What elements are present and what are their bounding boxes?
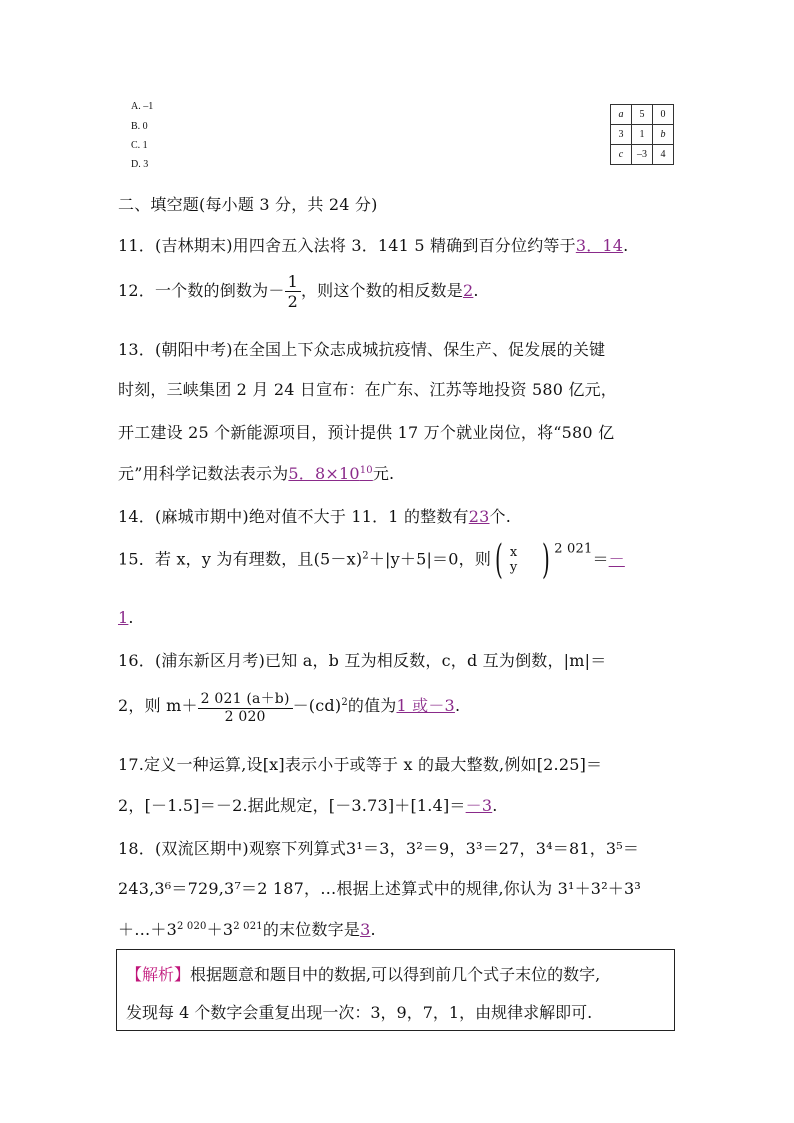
- grid-cell: –3: [632, 145, 653, 165]
- punctuation: .: [623, 236, 629, 255]
- answer: 1 或－3: [396, 696, 455, 715]
- analysis-text: 根据题意和题目中的数据,可以得到前几个式子末位的数字,: [190, 965, 601, 984]
- question-15-cont: [118, 608, 134, 627]
- analysis-tag: 【解析】: [126, 965, 191, 984]
- question-text: 的值为: [347, 696, 397, 715]
- question-text: 14．(麻城市期中)绝对值不大于 11．1 的整数有: [118, 507, 469, 526]
- analysis-line2: 发现每 4 个数字会重复出现一次：3，9，7，1，由规律求解即可.: [126, 1003, 593, 1022]
- grid-cell: 5: [632, 105, 653, 125]
- option-c: C. 1: [131, 140, 148, 151]
- answer: 1: [118, 608, 129, 627]
- punctuation: .: [128, 608, 134, 627]
- option-b: B. 0: [131, 121, 148, 132]
- exponent: 2: [362, 550, 369, 562]
- numerator: x: [509, 545, 518, 560]
- answer: [288, 464, 372, 483]
- grid-cell: 4: [653, 145, 674, 165]
- right-paren: ): [542, 537, 551, 583]
- question-text: －(cd): [292, 696, 342, 715]
- question-text: ＋…＋3: [118, 920, 177, 939]
- question-13-line3: 开工建设 25 个新能源项目，预计提供 17 万个就业岗位，将“580 亿: [118, 423, 615, 442]
- denominator: y: [509, 560, 518, 575]
- question-text: 的末位数字是: [262, 920, 361, 939]
- grid-cell: 3: [611, 125, 632, 145]
- question-text: ＋3: [206, 920, 234, 939]
- analysis-line1: [126, 956, 668, 994]
- punctuation: .: [492, 796, 498, 815]
- question-text: 11．(吉林期末)用四舍五入法将 3．141 5 精确到百分位约等于: [118, 236, 576, 255]
- answer: 23: [468, 507, 490, 526]
- question-13-line2: 时刻，三峡集团 2 月 24 日宣布：在广东、江苏等地投资 580 亿元，: [118, 380, 617, 399]
- question-17-line2: [118, 793, 498, 816]
- question-text: 2，则 m＋: [118, 696, 198, 715]
- grid-cell: 1: [632, 125, 653, 145]
- punctuation: .: [473, 281, 479, 300]
- answer: －3: [465, 796, 493, 815]
- fraction: [507, 545, 521, 575]
- exponent: 2 020: [176, 921, 207, 932]
- answer: 3．14: [575, 236, 624, 255]
- question-text: 个.: [489, 507, 512, 526]
- grid-cell: a: [611, 105, 632, 125]
- answer: 3: [360, 920, 371, 939]
- question-16-line2: [118, 688, 460, 725]
- answer: －: [608, 549, 625, 569]
- grid-cell: c: [611, 145, 632, 165]
- question-16-line1: 16．(浦东新区月考)已知 a，b 互为相反数，c，d 互为倒数，|m|＝: [118, 651, 607, 670]
- question-13-line4: [118, 461, 394, 484]
- question-text: 元”用科学记数法表示为: [118, 464, 289, 483]
- question-13-line1: 13．(朝阳中考)在全国上下众志成城抗疫情、保生产、促发展的关键: [118, 340, 606, 359]
- question-18-line3: [118, 917, 376, 940]
- analysis-box: [116, 949, 675, 1031]
- numerator: 1: [287, 272, 298, 291]
- denominator: 2: [285, 291, 301, 311]
- question-11: [118, 233, 628, 256]
- equals: ＝: [592, 549, 609, 569]
- exponent: 2 021: [554, 541, 593, 557]
- left-paren: (: [495, 537, 503, 583]
- grid-cell: 0: [653, 105, 674, 125]
- question-17-line1: 17.定义一种运算,设[x]表示小于或等于 x 的最大整数,例如[2.25]＝: [118, 755, 603, 774]
- question-text: 2，[－1.5]＝－2.据此规定，[－3.73]＋[1.4]＝: [118, 796, 466, 815]
- question-text: 15．若 x，y 为有理数，且(5－x): [118, 549, 363, 569]
- fraction: [285, 272, 301, 311]
- number-grid: [610, 104, 674, 165]
- option-a: A. –1: [131, 101, 154, 112]
- denominator: 2 020: [198, 708, 293, 725]
- question-text: ＋|y＋5|＝0，则: [368, 549, 492, 569]
- question-text: 12．一个数的倒数为－: [118, 281, 285, 300]
- numerator: 2 021 (a＋b): [200, 691, 290, 707]
- grid-cell: b: [653, 125, 674, 145]
- punctuation: .: [370, 920, 376, 939]
- question-text: ，则这个数的相反数是: [300, 281, 463, 300]
- option-d: D. 3: [131, 159, 149, 170]
- question-18-line1: 18．(双流区期中)观察下列算式3¹＝3，3²＝9，3³＝27，3⁴＝81，3⁵＝: [118, 839, 640, 858]
- question-14: [118, 504, 511, 527]
- question-18-line2: 243,3⁶＝729,3⁷＝2 187，…根据上述算式中的规律,你认为 3¹＋3²＋3³: [118, 879, 641, 898]
- question-text: 元.: [372, 464, 395, 483]
- answer-base: 5．8×10: [288, 464, 360, 483]
- answer-exponent: 10: [359, 465, 373, 476]
- answer: 2: [462, 281, 474, 300]
- fraction: [198, 688, 293, 725]
- section-title: 二、填空题(每小题 3 分，共 24 分): [118, 195, 378, 214]
- exponent: 2: [341, 697, 348, 708]
- question-15: [118, 537, 625, 583]
- punctuation: .: [454, 696, 461, 715]
- exponent: 2 021: [233, 921, 263, 932]
- question-12: [118, 272, 479, 311]
